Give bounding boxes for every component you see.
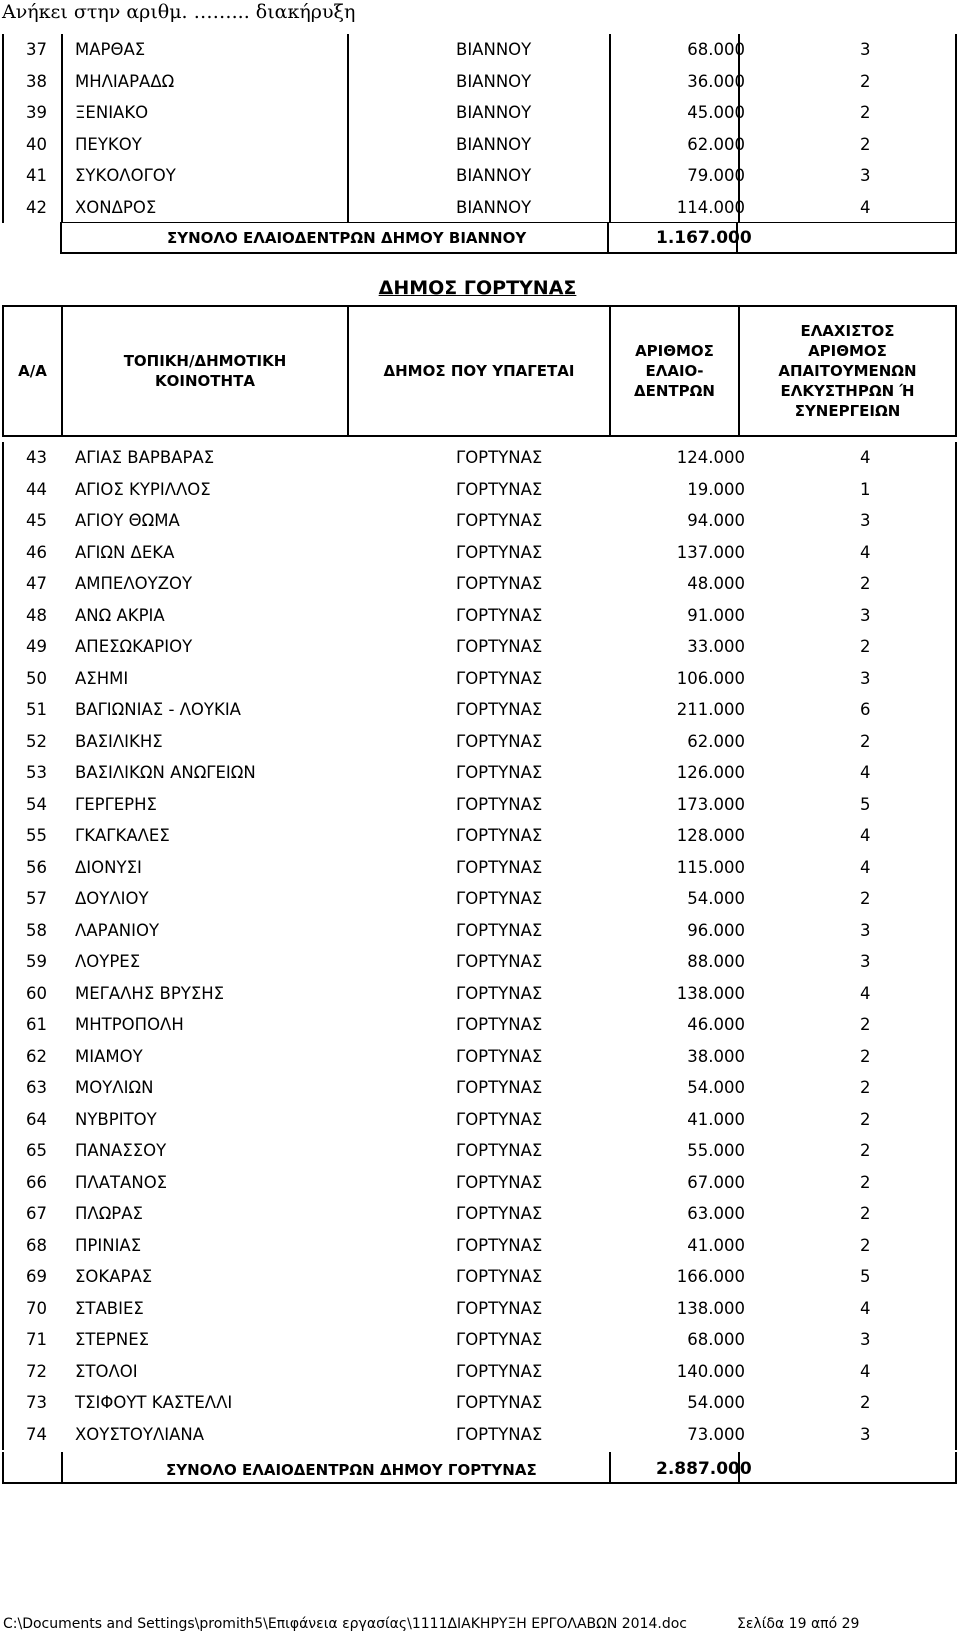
community-name: ΑΜΠΕΛΟΥΖΟΥ xyxy=(75,574,193,593)
min-tractors: 4 xyxy=(860,826,871,845)
row-number: 51 xyxy=(26,700,47,719)
municipality-name: ΓΟΡΤΥΝΑΣ xyxy=(456,479,543,499)
row-number: 71 xyxy=(26,1330,47,1349)
olive-tree-count: 38.000 xyxy=(687,1046,745,1066)
min-tractors: 2 xyxy=(860,1393,871,1412)
row-number: 50 xyxy=(26,668,47,688)
olive-tree-count: 62.000 xyxy=(687,134,745,154)
municipality-name: ΓΟΡΤΥΝΑΣ xyxy=(456,511,543,530)
row-number: 57 xyxy=(26,889,47,908)
table-row xyxy=(4,97,955,129)
community-name: ΝΥΒΡΙΤΟΥ xyxy=(75,1109,157,1129)
olive-tree-count: 68.000 xyxy=(687,40,745,59)
min-tractors: 3 xyxy=(860,952,871,971)
municipality-name: ΓΟΡΤΥΝΑΣ xyxy=(456,605,543,625)
min-tractors: 1 xyxy=(860,479,871,499)
min-tractors: 3 xyxy=(860,1424,871,1444)
olive-tree-count: 46.000 xyxy=(687,1015,745,1034)
municipality-name: ΓΟΡΤΥΝΑΣ xyxy=(456,448,543,467)
community-name: ΛΟΥΡΕΣ xyxy=(75,952,141,971)
community-name: ΛΑΡΑΝΙΟΥ xyxy=(75,920,160,940)
min-tractors: 4 xyxy=(860,1298,871,1318)
table-row xyxy=(4,726,955,758)
header-trees-line2: ΕΛΑΙΟ- xyxy=(645,362,704,380)
olive-tree-count: 41.000 xyxy=(687,1109,745,1129)
min-tractors: 3 xyxy=(860,511,871,530)
row-number: 72 xyxy=(26,1361,47,1381)
community-name: ΣΟΚΑΡΑΣ xyxy=(75,1267,153,1286)
olive-tree-count: 138.000 xyxy=(676,1298,745,1318)
municipality-name: ΓΟΡΤΥΝΑΣ xyxy=(456,731,543,751)
table-row xyxy=(4,1356,955,1388)
municipality-name: ΓΟΡΤΥΝΑΣ xyxy=(456,794,543,814)
gortynas-total-label: ΣΥΝΟΛΟ ΕΛΑΙΟΔΕΝΤΡΩΝ ΔΗΜΟΥ ΓΟΡΤΥΝΑΣ xyxy=(166,1461,537,1479)
min-tractors: 2 xyxy=(860,1204,871,1223)
olive-tree-count: 140.000 xyxy=(676,1361,745,1381)
table-row xyxy=(4,883,955,915)
row-number: 54 xyxy=(26,794,47,814)
row-number: 55 xyxy=(26,826,47,845)
row-number: 64 xyxy=(26,1109,47,1129)
municipality-name: ΒΙΑΝΝΟΥ xyxy=(456,40,532,59)
min-tractors: 5 xyxy=(860,1267,871,1286)
row-number: 68 xyxy=(26,1235,47,1255)
min-tractors: 2 xyxy=(860,574,871,593)
municipality-name: ΓΟΡΤΥΝΑΣ xyxy=(456,1078,543,1097)
header-trees-line3: ΔΕΝΤΡΩΝ xyxy=(634,382,715,400)
olive-tree-count: 211.000 xyxy=(676,700,745,719)
community-name: ΣΤΕΡΝΕΣ xyxy=(75,1330,150,1349)
column-divider xyxy=(607,223,609,252)
community-name: ΑΣΗΜΙ xyxy=(75,668,129,688)
community-name: ΒΑΣΙΛΙΚΗΣ xyxy=(75,731,163,751)
community-name: ΣΤΑΒΙΕΣ xyxy=(75,1298,144,1318)
municipality-name: ΓΟΡΤΥΝΑΣ xyxy=(456,668,543,688)
community-name: ΑΝΩ ΑΚΡΙΑ xyxy=(75,605,165,625)
row-number: 60 xyxy=(26,983,47,1003)
community-name: ΑΓΙΟΥ ΘΩΜΑ xyxy=(75,511,180,530)
community-name: ΑΓΙΩΝ ΔΕΚΑ xyxy=(75,542,175,562)
community-name: ΑΠΕΣΩΚΑΡΙΟΥ xyxy=(75,637,193,656)
community-name: ΜΑΡΘΑΣ xyxy=(75,40,146,59)
olive-tree-count: 62.000 xyxy=(687,731,745,751)
municipality-name: ΓΟΡΤΥΝΑΣ xyxy=(456,1424,543,1444)
community-name: ΜΗΤΡΟΠΟΛΗ xyxy=(75,1015,184,1034)
table-row xyxy=(4,1072,955,1104)
municipality-name: ΒΙΑΝΝΟΥ xyxy=(456,71,532,91)
community-name: ΣΤΟΛΟΙ xyxy=(75,1361,138,1381)
gortynas-total-row xyxy=(2,1452,957,1484)
table-row xyxy=(4,631,955,663)
min-tractors: 6 xyxy=(860,700,871,719)
municipality-name: ΒΙΑΝΝΟΥ xyxy=(456,197,532,217)
olive-tree-count: 63.000 xyxy=(687,1204,745,1223)
header-community-line1: ΤΟΠΙΚΗ/ΔΗΜΟΤΙΚΗ xyxy=(123,352,287,370)
community-name: ΔΟΥΛΙΟΥ xyxy=(75,889,149,908)
footer-page-number: Σελίδα 19 από 29 xyxy=(737,1616,860,1632)
min-tractors: 2 xyxy=(860,71,871,91)
row-number: 74 xyxy=(26,1424,47,1444)
row-number: 58 xyxy=(26,920,47,940)
community-name: ΑΓΙΑΣ ΒΑΡΒΑΡΑΣ xyxy=(75,448,215,467)
table-row xyxy=(4,160,955,192)
municipality-name: ΓΟΡΤΥΝΑΣ xyxy=(456,1204,543,1223)
gortynas-title: ΔΗΜΟΣ ΓΟΡΤΥΝΑΣ xyxy=(378,277,577,299)
table-row xyxy=(4,663,955,695)
header-min-line1: ΕΛΑΧΙΣΤΟΣ xyxy=(800,322,895,340)
table-row xyxy=(4,946,955,978)
table-row xyxy=(4,1104,955,1136)
olive-tree-count: 124.000 xyxy=(676,448,745,467)
municipality-name: ΓΟΡΤΥΝΑΣ xyxy=(456,1361,543,1381)
olive-tree-count: 138.000 xyxy=(676,983,745,1003)
min-tractors: 4 xyxy=(860,542,871,562)
table-row xyxy=(4,192,955,224)
municipality-name: ΓΟΡΤΥΝΑΣ xyxy=(456,637,543,656)
row-number: 43 xyxy=(26,448,47,467)
gortynas-table xyxy=(2,442,957,1450)
row-number: 69 xyxy=(26,1267,47,1286)
municipality-name: ΓΟΡΤΥΝΑΣ xyxy=(456,1298,543,1318)
row-number: 53 xyxy=(26,763,47,782)
municipality-name: ΓΟΡΤΥΝΑΣ xyxy=(456,826,543,845)
table-row xyxy=(4,1167,955,1199)
community-name: ΧΟΝΔΡΟΣ xyxy=(75,197,157,217)
table-row xyxy=(4,1135,955,1167)
header-min-line3: ΑΠΑΙΤΟΥΜΕΝΩΝ xyxy=(778,362,917,380)
municipality-name: ΓΟΡΤΥΝΑΣ xyxy=(456,1267,543,1286)
row-number: 61 xyxy=(26,1015,47,1034)
row-number: 47 xyxy=(26,574,47,593)
viannou-total-row xyxy=(60,222,957,254)
community-name: ΒΑΓΙΩΝΙΑΣ - ΛΟΥΚΙΑ xyxy=(75,700,241,719)
min-tractors: 2 xyxy=(860,1078,871,1097)
olive-tree-count: 91.000 xyxy=(687,605,745,625)
row-number: 37 xyxy=(26,40,47,59)
municipality-name: ΓΟΡΤΥΝΑΣ xyxy=(456,983,543,1003)
table-row xyxy=(4,757,955,789)
row-number: 41 xyxy=(26,166,47,185)
header-min-line5: ΣΥΝΕΡΓΕΙΩΝ xyxy=(794,402,901,420)
table-row xyxy=(4,1009,955,1041)
olive-tree-count: 166.000 xyxy=(676,1267,745,1286)
min-tractors: 4 xyxy=(860,983,871,1003)
table-row xyxy=(4,600,955,632)
min-tractors: 2 xyxy=(860,1235,871,1255)
table-row xyxy=(4,129,955,161)
municipality-name: ΓΟΡΤΥΝΑΣ xyxy=(456,700,543,719)
viannou-total-value: 1.167.000 xyxy=(656,228,752,248)
row-number: 46 xyxy=(26,542,47,562)
community-name: ΓΚΑΓΚΑΛΕΣ xyxy=(75,826,170,845)
olive-tree-count: 79.000 xyxy=(687,166,745,185)
municipality-name: ΒΙΑΝΝΟΥ xyxy=(456,103,532,122)
municipality-name: ΓΟΡΤΥΝΑΣ xyxy=(456,542,543,562)
community-name: ΒΑΣΙΛΙΚΩΝ ΑΝΩΓΕΙΩΝ xyxy=(75,763,256,782)
header-aa: Α/Α xyxy=(18,362,47,380)
community-name: ΠΕΥΚΟΥ xyxy=(75,134,142,154)
municipality-name: ΒΙΑΝΝΟΥ xyxy=(456,134,532,154)
table-row xyxy=(4,474,955,506)
community-name: ΑΓΙΟΣ ΚΥΡΙΛΛΟΣ xyxy=(75,479,211,499)
table-row xyxy=(4,34,955,66)
table-row xyxy=(4,1293,955,1325)
olive-tree-count: 137.000 xyxy=(676,542,745,562)
header-min-line4: ΕΛΚΥΣΤΗΡΩΝ Ή xyxy=(780,382,915,400)
table-row xyxy=(4,694,955,726)
community-name: ΠΛΑΤΑΝΟΣ xyxy=(75,1172,168,1192)
municipality-name: ΓΟΡΤΥΝΑΣ xyxy=(456,952,543,971)
viannou-total-label: ΣΥΝΟΛΟ ΕΛΑΙΟΔΕΝΤΡΩΝ ΔΗΜΟΥ ΒΙΑΝΝΟΥ xyxy=(167,229,527,247)
olive-tree-count: 33.000 xyxy=(687,637,745,656)
olive-tree-count: 96.000 xyxy=(687,920,745,940)
municipality-name: ΓΟΡΤΥΝΑΣ xyxy=(456,920,543,940)
row-number: 38 xyxy=(26,71,47,91)
header-municipality: ΔΗΜΟΣ ΠΟΥ ΥΠΑΓΕΤΑΙ xyxy=(383,362,575,380)
row-number: 66 xyxy=(26,1172,47,1192)
olive-tree-count: 94.000 xyxy=(687,511,745,530)
olive-tree-count: 68.000 xyxy=(687,1330,745,1349)
header-min-tractors xyxy=(740,307,955,435)
row-number: 40 xyxy=(26,134,47,154)
min-tractors: 2 xyxy=(860,889,871,908)
document-header: Ανήκει στην αριθμ. ……... διακήρυξη xyxy=(2,1,356,23)
community-name: ΠΛΩΡΑΣ xyxy=(75,1204,143,1223)
community-name: ΜΙΑΜΟΥ xyxy=(75,1046,143,1066)
olive-tree-count: 45.000 xyxy=(687,103,745,122)
municipality-name: ΓΟΡΤΥΝΑΣ xyxy=(456,1330,543,1349)
community-name: ΜΟΥΛΙΩΝ xyxy=(75,1078,154,1097)
municipality-name: ΒΙΑΝΝΟΥ xyxy=(456,166,532,185)
community-name: ΧΟΥΣΤΟΥΛΙΑΝΑ xyxy=(75,1424,205,1444)
olive-tree-count: 41.000 xyxy=(687,1235,745,1255)
table-row xyxy=(4,537,955,569)
municipality-name: ΓΟΡΤΥΝΑΣ xyxy=(456,1015,543,1034)
table-row xyxy=(4,915,955,947)
header-min-line2: ΑΡΙΘΜΟΣ xyxy=(808,342,887,360)
community-name: ΜΗΛΙΑΡΑΔΩ xyxy=(75,71,175,91)
olive-tree-count: 106.000 xyxy=(676,668,745,688)
min-tractors: 3 xyxy=(860,605,871,625)
table-row xyxy=(4,852,955,884)
table-row xyxy=(4,1387,955,1419)
row-number: 59 xyxy=(26,952,47,971)
community-name: ΠΡΙΝΙΑΣ xyxy=(75,1235,142,1255)
olive-tree-count: 73.000 xyxy=(687,1424,745,1444)
olive-tree-count: 88.000 xyxy=(687,952,745,971)
gortynas-table-header xyxy=(2,305,957,437)
min-tractors: 2 xyxy=(860,731,871,751)
table-row xyxy=(4,442,955,474)
row-number: 70 xyxy=(26,1298,47,1318)
olive-tree-count: 126.000 xyxy=(676,763,745,782)
municipality-name: ΓΟΡΤΥΝΑΣ xyxy=(456,1109,543,1129)
min-tractors: 4 xyxy=(860,857,871,877)
min-tractors: 4 xyxy=(860,763,871,782)
olive-tree-count: 54.000 xyxy=(687,1393,745,1412)
row-number: 49 xyxy=(26,637,47,656)
community-name: ΞΕΝΙΑΚΟ xyxy=(75,103,149,122)
row-number: 56 xyxy=(26,857,47,877)
municipality-name: ΓΟΡΤΥΝΑΣ xyxy=(456,1172,543,1192)
table-row xyxy=(4,789,955,821)
table-row xyxy=(4,1230,955,1262)
min-tractors: 3 xyxy=(860,920,871,940)
header-community-line2: ΚΟΙΝΟΤΗΤΑ xyxy=(155,372,255,390)
min-tractors: 2 xyxy=(860,1172,871,1192)
community-name: ΤΣΙΦΟΥΤ ΚΑΣΤΕΛΛΙ xyxy=(75,1393,233,1412)
min-tractors: 3 xyxy=(860,1330,871,1349)
community-name: ΠΑΝΑΣΣΟΥ xyxy=(75,1141,167,1160)
olive-tree-count: 19.000 xyxy=(687,479,745,499)
table-row xyxy=(4,978,955,1010)
municipality-name: ΓΟΡΤΥΝΑΣ xyxy=(456,1046,543,1066)
min-tractors: 4 xyxy=(860,1361,871,1381)
min-tractors: 2 xyxy=(860,103,871,122)
min-tractors: 2 xyxy=(860,1046,871,1066)
min-tractors: 4 xyxy=(860,448,871,467)
olive-tree-count: 54.000 xyxy=(687,889,745,908)
community-name: ΜΕΓΑΛΗΣ ΒΡΥΣΗΣ xyxy=(75,983,225,1003)
row-number: 52 xyxy=(26,731,47,751)
min-tractors: 2 xyxy=(860,1015,871,1034)
viannou-table xyxy=(2,34,957,223)
municipality-name: ΓΟΡΤΥΝΑΣ xyxy=(456,889,543,908)
min-tractors: 2 xyxy=(860,1141,871,1160)
table-row xyxy=(4,1198,955,1230)
row-number: 39 xyxy=(26,103,47,122)
table-row xyxy=(4,1419,955,1451)
olive-tree-count: 115.000 xyxy=(676,857,745,877)
gortynas-total-value: 2.887.000 xyxy=(656,1459,752,1479)
row-number: 62 xyxy=(26,1046,47,1066)
header-trees-line1: ΑΡΙΘΜΟΣ xyxy=(635,342,714,360)
olive-tree-count: 114.000 xyxy=(676,197,745,217)
olive-tree-count: 67.000 xyxy=(687,1172,745,1192)
min-tractors: 3 xyxy=(860,166,871,185)
viannou-rows xyxy=(4,34,955,223)
olive-tree-count: 55.000 xyxy=(687,1141,745,1160)
table-row xyxy=(4,505,955,537)
table-row xyxy=(4,1041,955,1073)
header-community xyxy=(63,307,347,435)
municipality-name: ΓΟΡΤΥΝΑΣ xyxy=(456,763,543,782)
table-row xyxy=(4,1324,955,1356)
table-row xyxy=(4,820,955,852)
min-tractors: 2 xyxy=(860,637,871,656)
row-number: 73 xyxy=(26,1393,47,1412)
community-name: ΓΕΡΓΕΡΗΣ xyxy=(75,794,157,814)
table-row xyxy=(4,568,955,600)
min-tractors: 2 xyxy=(860,134,871,154)
table-row xyxy=(4,1261,955,1293)
column-divider xyxy=(609,1452,611,1482)
footer-file-path: C:\Documents and Settings\promith5\Επιφάνεια εργασίας\1111ΔΙΑΚΗΡΥΞΗ ΕΡΓΟΛΑΒΩΝ 2014.doc xyxy=(3,1616,687,1632)
min-tractors: 5 xyxy=(860,794,871,814)
municipality-name: ΓΟΡΤΥΝΑΣ xyxy=(456,857,543,877)
community-name: ΔΙΟΝΥΣΙ xyxy=(75,857,142,877)
olive-tree-count: 128.000 xyxy=(676,826,745,845)
municipality-name: ΓΟΡΤΥΝΑΣ xyxy=(456,1393,543,1412)
municipality-name: ΓΟΡΤΥΝΑΣ xyxy=(456,1235,543,1255)
gortynas-rows xyxy=(4,442,955,1450)
row-number: 45 xyxy=(26,511,47,530)
row-number: 44 xyxy=(26,479,47,499)
olive-tree-count: 48.000 xyxy=(687,574,745,593)
row-number: 42 xyxy=(26,197,47,217)
olive-tree-count: 36.000 xyxy=(687,71,745,91)
min-tractors: 4 xyxy=(860,197,871,217)
column-divider xyxy=(61,1452,63,1482)
min-tractors: 3 xyxy=(860,668,871,688)
row-number: 63 xyxy=(26,1078,47,1097)
table-row xyxy=(4,66,955,98)
municipality-name: ΓΟΡΤΥΝΑΣ xyxy=(456,574,543,593)
community-name: ΣΥΚΟΛΟΓΟΥ xyxy=(75,166,176,185)
row-number: 48 xyxy=(26,605,47,625)
min-tractors: 3 xyxy=(860,40,871,59)
row-number: 65 xyxy=(26,1141,47,1160)
olive-tree-count: 173.000 xyxy=(676,794,745,814)
municipality-name: ΓΟΡΤΥΝΑΣ xyxy=(456,1141,543,1160)
row-number: 67 xyxy=(26,1204,47,1223)
header-trees xyxy=(611,307,738,435)
min-tractors: 2 xyxy=(860,1109,871,1129)
olive-tree-count: 54.000 xyxy=(687,1078,745,1097)
